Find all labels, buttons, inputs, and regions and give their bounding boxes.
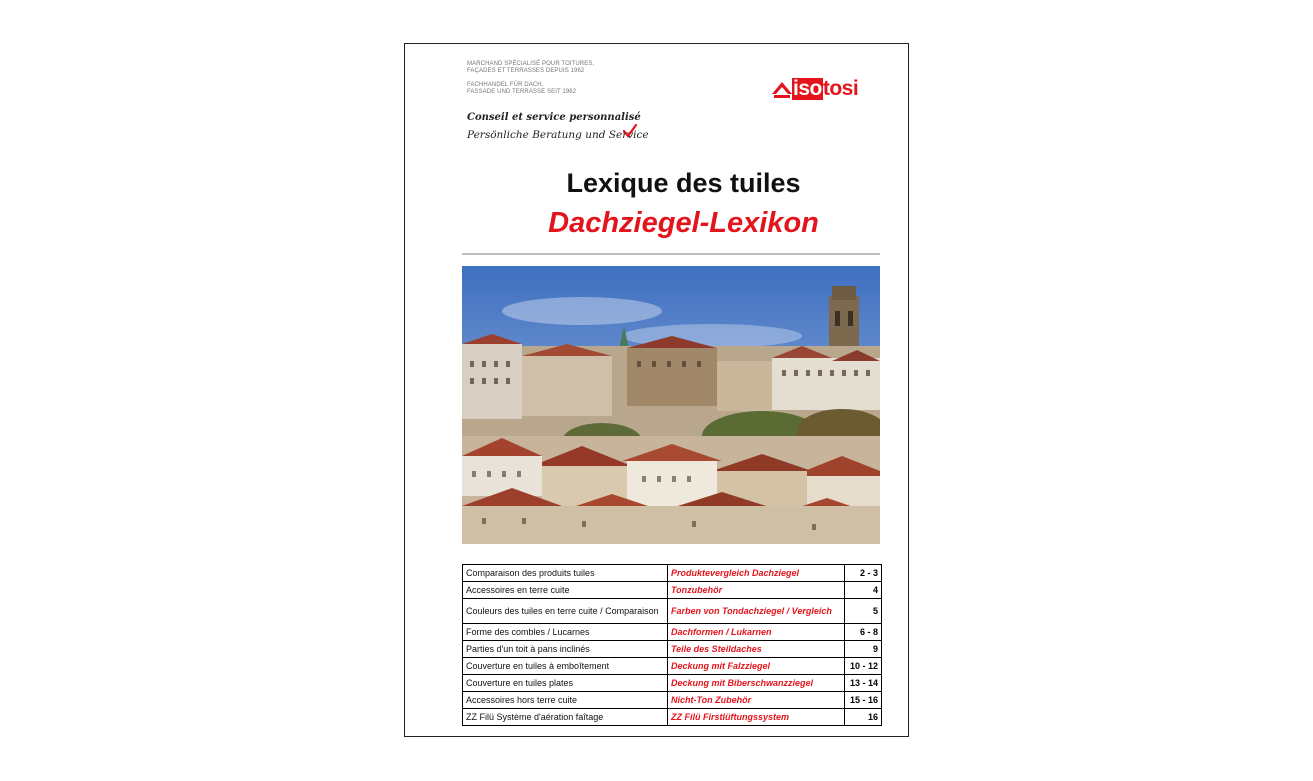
tagline-fr-line-1: MARCHAND SPÉCIALISÉ POUR TOITURES, xyxy=(467,61,595,67)
toc-cell-fr: Couleurs des tuiles en terre cuite / Comparaison xyxy=(463,599,668,624)
toc-cell-fr: Couverture en tuiles plates xyxy=(463,675,668,692)
toc-cell-de: Produktevergleich Dachziegel xyxy=(668,565,845,582)
toc-cell-fr: ZZ Filü Système d'aération faîtage xyxy=(463,709,668,726)
city-photo xyxy=(462,266,880,544)
tagline-de-line-1: FACHHANDEL FÜR DACH, xyxy=(467,82,544,88)
table-row xyxy=(463,692,882,709)
tagline-fr-line-2: FAÇADES ET TERRASSES DEPUIS 1962 xyxy=(467,68,585,74)
toc-cell-de: Deckung mit Biberschwanzziegel xyxy=(668,675,845,692)
table-row xyxy=(463,658,882,675)
table-row xyxy=(463,641,882,658)
tagline-de xyxy=(467,82,576,96)
toc-cell-fr: Parties d'un toit à pans inclinés xyxy=(463,641,668,658)
roof-logo-icon xyxy=(772,78,792,100)
logo-text-iso: iso xyxy=(793,77,822,100)
tagline-fr xyxy=(467,61,594,75)
document-page xyxy=(404,43,909,737)
tagline-de-line-2: FASSADE UND TERRASSE SEIT 1962 xyxy=(467,89,577,95)
toc-cell-pages: 2 - 3 xyxy=(845,565,882,582)
page-title-fr: Lexique des tuiles xyxy=(566,168,801,198)
isotosi-logo xyxy=(772,78,858,100)
table-row xyxy=(463,582,882,599)
toc-cell-fr: Couverture en tuiles à emboîtement xyxy=(463,658,668,675)
toc-cell-pages: 13 - 14 xyxy=(845,675,882,692)
table-row xyxy=(463,565,882,582)
toc-cell-de: Deckung mit Falzziegel xyxy=(668,658,845,675)
checkmark-icon xyxy=(623,124,637,138)
toc-cell-pages: 4 xyxy=(845,582,882,599)
toc-cell-pages: 9 xyxy=(845,641,882,658)
table-row xyxy=(463,624,882,641)
toc-cell-fr: Accessoires en terre cuite xyxy=(463,582,668,599)
slogan-de: Persönliche Beratung und Service xyxy=(467,129,649,141)
toc-cell-pages: 10 - 12 xyxy=(845,658,882,675)
toc-cell-de: Nicht-Ton Zubehör xyxy=(668,692,845,709)
toc-cell-de: ZZ Filü Firstlüftungssystem xyxy=(668,709,845,726)
logo-text-tosi: tosi xyxy=(822,77,859,100)
title-divider xyxy=(462,253,880,255)
page-title-de: Dachziegel-Lexikon xyxy=(548,207,819,239)
table-row xyxy=(463,709,882,726)
slogan-fr: Conseil et service personnalisé xyxy=(467,112,641,123)
toc-cell-pages: 15 - 16 xyxy=(845,692,882,709)
table-of-contents xyxy=(462,564,882,726)
toc-cell-de: Teile des Steildaches xyxy=(668,641,845,658)
toc-cell-pages: 6 - 8 xyxy=(845,624,882,641)
toc-cell-fr: Comparaison des produits tuiles xyxy=(463,565,668,582)
toc-cell-pages: 5 xyxy=(845,599,882,624)
toc-cell-de: Dachformen / Lukarnen xyxy=(668,624,845,641)
toc-cell-fr: Accessoires hors terre cuite xyxy=(463,692,668,709)
toc-cell-pages: 16 xyxy=(845,709,882,726)
table-row xyxy=(463,599,882,624)
toc-cell-de: Farben von Tondachziegel / Vergleich xyxy=(668,599,845,624)
table-row xyxy=(463,675,882,692)
toc-cell-de: Tonzubehör xyxy=(668,582,845,599)
toc-cell-fr: Forme des combles / Lucarnes xyxy=(463,624,668,641)
